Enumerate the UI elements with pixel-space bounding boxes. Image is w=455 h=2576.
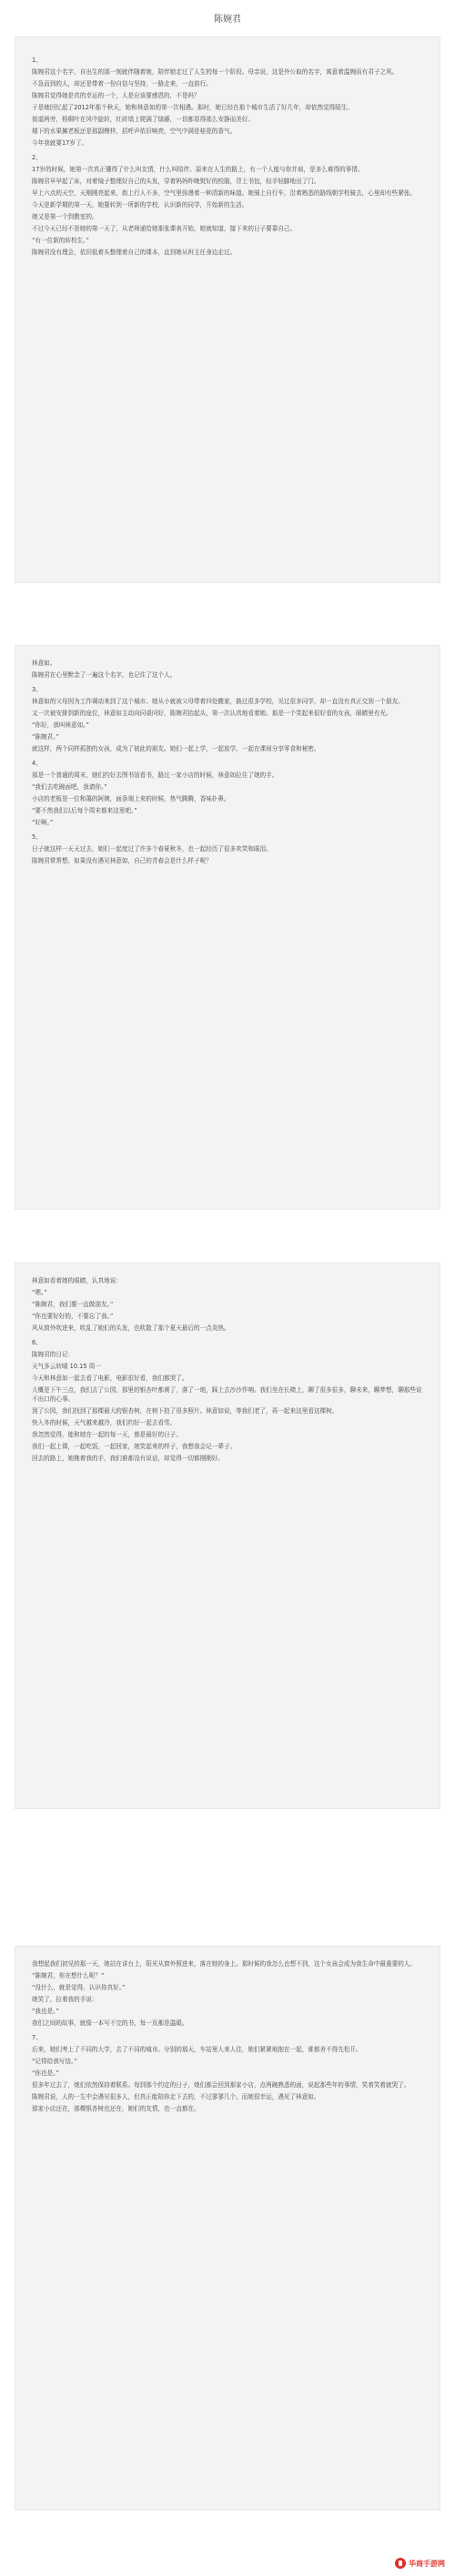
paragraph: 我想起我们初见的那一天，她站在讲台上，阳光从窗外照进来，落在她的身上。那时候的我怎么也想不到，这个女孩会成为我生命中最重要的人。 — [32, 1960, 416, 1968]
paragraph: 2、 — [32, 154, 42, 161]
paragraph: 到了公园，我们找到了那棵最大的银杏树，在树下拍了很多照片。林意如说，等我们老了，再一起来这里看这棵树。 — [32, 1407, 339, 1415]
paragraph: 林意如看着她的眼睛，认真地说： — [32, 1277, 122, 1284]
paragraph: “陈婉君，我们要一直做朋友。” — [32, 1301, 114, 1308]
paragraph: 陈婉君没有理会，依旧低着头整理着自己的课本，直到她从班主任身边走过。 — [32, 249, 237, 256]
paragraph: 不急而到的人，却还是带着一份自信与坚持，一路走来，一直前行。 — [32, 80, 212, 87]
paragraph: 陈婉君的日记： — [32, 1351, 75, 1358]
site-watermark[interactable] — [390, 2556, 450, 2571]
paragraph: 回去的路上，她挽着我的手，我们谁都没有说话，却觉得一切都刚刚好。 — [32, 1455, 224, 1462]
paragraph: 后来，她们考上了不同的大学，去了不同的城市。分别的那天，车站里人来人往，她们紧紧地抱在一起，谁都舍不得先松开。 — [32, 2046, 362, 2053]
paragraph: 1、 — [32, 56, 42, 64]
paragraph: 3、 — [32, 686, 42, 693]
paragraph: 7、 — [32, 2034, 42, 2041]
paragraph: 那家小店还在，那棵银杏树也还在，她们的友情，也一直都在。 — [32, 2105, 200, 2112]
paragraph: 我们之间的故事，就像一本写不完的书，每一页都是温暖。 — [32, 2019, 188, 2027]
paragraph: “陈婉君，你在想什么呢？” — [32, 1972, 105, 1979]
text-panel-1 — [15, 36, 440, 583]
paragraph: 大概是下午三点，我们去了公园，那里的银杏叶都黄了，落了一地，踩上去沙沙作响。我们坐在长椅上，聊了很多很多，聊未来，聊梦想，聊那些说不出口的心事。 — [32, 1386, 422, 1403]
paragraph: 小店的老板是一位和蔼的阿姨，面条端上来的时候，热气腾腾，香味扑鼻。 — [32, 795, 230, 802]
paragraph: “我也是。” — [32, 2008, 59, 2015]
article-title: 陈婉君 — [214, 15, 241, 25]
paragraph: “陈婉君。” — [32, 733, 59, 741]
paragraph: 很多年过去了，她们依然保持着联系。每到那个约定的日子，她们都会回到那家小店，点两碗熟悉的面，说起那些年的事情，笑着笑着就哭了。 — [32, 2081, 410, 2089]
paragraph: “我们去吃碗面吧，我请你。” — [32, 783, 107, 791]
paragraph: 楼下的水果摊老板还是那副模样，招呼声依旧响亮，空气中满是桂花的香气。 — [32, 128, 237, 135]
seal-logo-icon — [395, 2558, 406, 2569]
paragraph: “记得给我写信。” — [32, 2058, 77, 2065]
paragraph: 那是一个普通的周末，她们约好去图书馆看书，路过一家小店的时候，林意如拉住了她的手。 — [32, 772, 278, 779]
text-panel-2 — [15, 645, 440, 1210]
paragraph: 17岁的时候，她第一次真正懂得了什么叫友情，什么叫陪伴。原来在人生的路上，有一个人能与你并肩，是多么难得的事情。 — [32, 166, 364, 173]
paragraph: 日子就这样一天天过去，她们一起度过了许多个春夏秋冬，也一起经历了很多欢笑和眼泪。 — [32, 845, 272, 853]
paragraph: 陈婉君在心里默念了一遍这个名字，也记住了这个人。 — [32, 671, 177, 679]
paragraph: 又一次被安排到新的座位，林意如主动向同桌问好，陈婉君抬起头，第一次认真地看着她。那是一个笑起来很好看的女孩，眼睛里有光。 — [32, 710, 392, 717]
paragraph: “要不然我们以后每个周末都来这里吧。” — [32, 807, 137, 814]
paragraph: 陈婉君这个名字，自出生的那一刻就伴随着她，陪伴她走过了人生的每一个阶段。母亲说，这是外公取的名字，寓意着温婉而有君子之风。 — [32, 68, 399, 76]
paragraph: 我忽然觉得，能和她在一起的每一天，都是最好的日子。 — [32, 1431, 182, 1438]
text-panel-3 — [15, 1262, 440, 1809]
paragraph: 陈婉君早早起了床，对着镜子整理好自己的头发，穿着妈妈昨晚熨好的校服，背上书包，轻手轻脚地出了门。 — [32, 178, 320, 185]
paragraph: 5、 — [32, 833, 42, 841]
paragraph: 街道两旁，梧桐叶在风中旋转，红砖墙上爬满了绿藤，一切都显得那么安静而美好。 — [32, 116, 254, 123]
paragraph: 就这样，两个同样孤独的女孩，成为了彼此的朋友。她们一起上学，一起放学，一起在课间分享零食和秘密。 — [32, 745, 320, 752]
paragraph: 林意如。 — [32, 659, 56, 667]
paragraph: 4、 — [32, 760, 42, 767]
paragraph: 早上六点的天空，天刚刚亮起来，街上行人不多，空气里弥漫着一种清新的味道。她骑上自行车，沿着熟悉的路线朝学校骑去，心里却有些紧张。 — [32, 189, 416, 197]
paragraph: 风从窗外吹进来，吹乱了她们的头发，也吹散了那个夏天最后的一点炎热。 — [32, 1324, 230, 1332]
paragraph: 林意如的父母因为工作调动来到了这个城市。她从小就被父母带着四处搬家，换过很多学校，见过很多同学，却一直没有真正交到一个朋友。 — [32, 698, 404, 705]
paragraph: 陈婉君说，人的一生中会遇见很多人，但真正能陪你走下去的，不过寥寥几个。而她很幸运，遇见了林意如。 — [32, 2093, 320, 2101]
paragraph: 6、 — [32, 1339, 42, 1346]
paragraph: 今天和林意如一起去看了电影，电影很好看，我们都哭了。 — [32, 1375, 188, 1382]
paragraph: “有一位新的转校生。” — [32, 237, 89, 244]
paragraph: 陈婉君觉得她是真的幸运的一个，人是应该要感恩的，不是吗？ — [32, 92, 200, 99]
watermark-text: 华商手游网 — [409, 2559, 445, 2568]
paragraph: 于是她回忆起了2012年那个秋天，她和林意如的第一次相遇。那时，她已经在那个城市生活了好几年，却依然觉得陌生。 — [32, 104, 354, 111]
paragraph: “嗯。” — [32, 1289, 47, 1296]
paragraph: “你也是。” — [32, 2070, 59, 2077]
paragraph: 快入冬的时候，天气越来越冷，我们约好一起去看雪。 — [32, 1419, 177, 1426]
paragraph: “你也要好好的，不要忘了我。” — [32, 1313, 114, 1320]
paragraph: 她又是第一个到教室的。 — [32, 213, 98, 220]
paragraph: 她笑了，拉着我的手说： — [32, 1996, 98, 2003]
text-panel-4 — [15, 1946, 440, 2510]
paragraph: 今天是新学期的第一天，她要转到一所新的学校，认识新的同学，开始新的生活。 — [32, 201, 248, 209]
paragraph: 我们一起上课，一起吃饭，一起回家，她笑起来的样子，我想我会记一辈子。 — [32, 1443, 237, 1450]
paragraph: 今年我就要17岁了。 — [32, 139, 88, 147]
paragraph: “没什么，就是觉得，认识你真好。” — [32, 1984, 126, 1991]
paragraph: “你好，我叫林意如。” — [32, 721, 89, 729]
paragraph: “好啊。” — [32, 819, 54, 826]
paragraph: 不过今天已经不是她的第一天了，从老师递给她那张课表开始，她就知道，接下来的日子要靠自己。 — [32, 225, 297, 232]
paragraph: 天气多云转晴 10.15 周一 — [32, 1363, 101, 1370]
paragraph: 陈婉君常常想，如果没有遇见林意如，自己的青春会是什么样子呢？ — [32, 857, 212, 864]
